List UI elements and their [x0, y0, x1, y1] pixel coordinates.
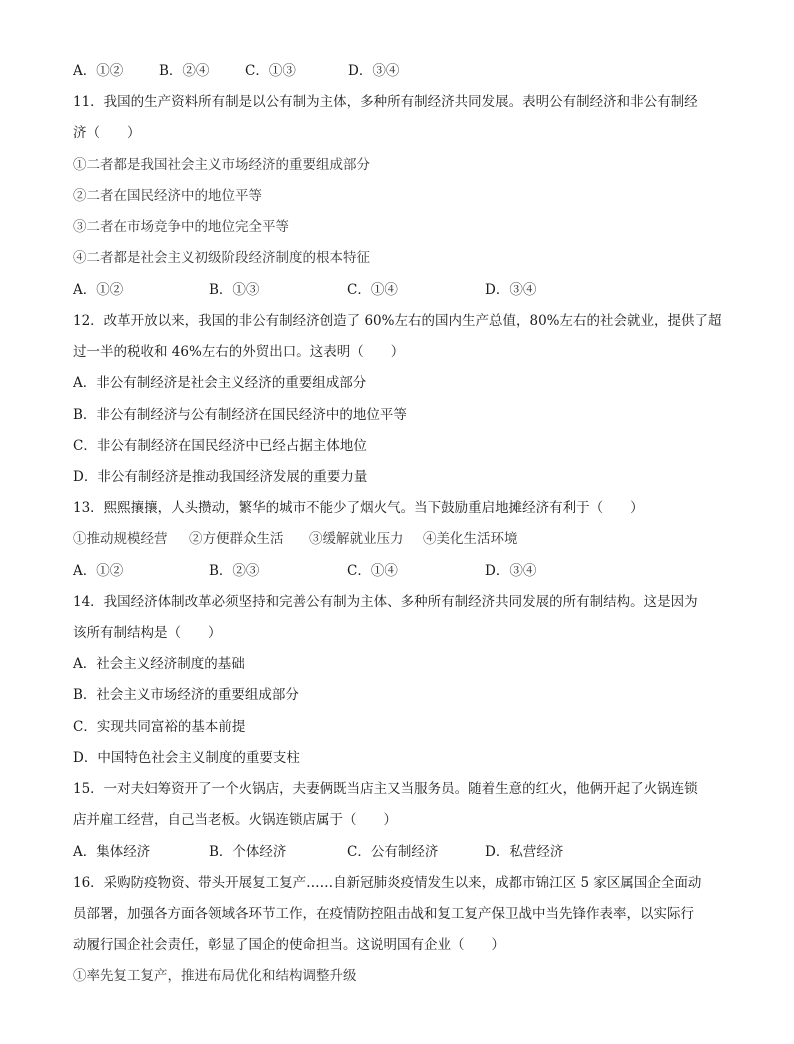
- q16-stem-line-1: 16．采购防疫物资、带头开展复工复产……自新冠肺炎疫情发生以来，成都市锦江区 5 家区属国企全面动: [73, 875, 702, 891]
- q15-stem-line-1: 15．一对夫妇筹资开了一个火锅店，夫妻俩既当店主又当服务员。随着生意的红火，他俩开起了火锅连锁: [73, 781, 698, 797]
- q12-stem-line-2: 过一半的税收和 46%左右的外贸出口。这表明（ ）: [73, 344, 405, 360]
- q11-option-c: C．①④: [347, 282, 398, 298]
- q11-item-1: ①二者都是我国社会主义市场经济的重要组成部分: [73, 157, 370, 173]
- q15-option-a: A．集体经济: [73, 844, 151, 860]
- q11-option-a: A．①②: [73, 282, 124, 298]
- q10-option-b: B．②④: [159, 63, 210, 79]
- q11-stem-line-1: 11．我国的生产资料所有制是以公有制为主体，多种所有制经济共同发展。表明公有制经济和非公有制经: [73, 94, 698, 110]
- q14-stem-line-2: 该所有制结构是（ ）: [73, 625, 222, 641]
- q11-option-b: B．①③: [209, 282, 260, 298]
- q13-option-a: A．①②: [73, 563, 124, 579]
- q11-item-2: ②二者在国民经济中的地位平等: [73, 188, 262, 204]
- q13-option-d: D．③④: [485, 563, 537, 579]
- q15-stem-line-2: 店并雇工经营，自己当老板。火锅连锁店属于（ ）: [73, 812, 397, 828]
- q14-choice-b: B．社会主义市场经济的重要组成部分: [73, 687, 299, 703]
- q11-stem-line-2: 济（ ）: [73, 125, 141, 141]
- q14-stem-line-1: 14．我国经济体制改革必须坚持和完善公有制为主体、多种所有制经济共同发展的所有制结构。这是因为: [73, 594, 698, 610]
- q13-option-b: B．②③: [209, 563, 260, 579]
- q16-stem-line-3: 动履行国企社会责任，彰显了国企的使命担当。这说明国有企业（ ）: [73, 937, 505, 953]
- q13-options: [73, 562, 723, 580]
- q12-choice-b: B．非公有制经济与公有制经济在国民经济中的地位平等: [73, 407, 407, 423]
- q10-option-c: C．①③: [245, 63, 296, 79]
- q12-stem-line-1: 12．改革开放以来，我国的非公有制经济创造了 60%左右的国内生产总值，80%左右的社会就业，提供了超: [73, 313, 722, 329]
- q15-options: [73, 843, 723, 861]
- q14-choice-d: D．中国特色社会主义制度的重要支柱: [73, 750, 300, 766]
- q10-option-d: D．③④: [348, 63, 400, 79]
- q15-option-c: C．公有制经济: [347, 844, 439, 860]
- q14-choice-a: A．社会主义经济制度的基础: [73, 656, 245, 672]
- q11-option-d: D．③④: [485, 282, 537, 298]
- q15-option-b: B．个体经济: [209, 844, 287, 860]
- q12-choice-c: C．非公有制经济在国民经济中已经占据主体地位: [73, 438, 367, 454]
- q10-options: [73, 62, 723, 80]
- q13-item-2: ②方便群众生活: [189, 531, 284, 547]
- q13-stem-line-1: 13．熙熙攘攘，人头攒动，繁华的城市不能少了烟火气。当下鼓励重启地摊经济有利于（ ）: [73, 500, 644, 516]
- q11-options: [73, 281, 723, 299]
- q13-items: [73, 530, 723, 548]
- q13-item-4: ④美化生活环境: [423, 531, 518, 547]
- q13-item-1: ①推动规模经营: [73, 531, 168, 547]
- q12-choice-d: D．非公有制经济是推动我国经济发展的重要力量: [73, 469, 368, 485]
- q12-choice-a: A．非公有制经济是社会主义经济的重要组成部分: [73, 375, 367, 391]
- q13-option-c: C．①④: [347, 563, 398, 579]
- q14-choice-c: C．实现共同富裕的基本前提: [73, 719, 246, 735]
- q16-stem-line-2: 员部署，加强各方面各领域各环节工作，在疫情防控阻击战和复工复产保卫战中当先锋作表率，以实际行: [73, 906, 694, 922]
- q16-item-1: ①率先复工复产，推进布局优化和结构调整升级: [73, 968, 357, 984]
- q11-item-4: ④二者都是社会主义初级阶段经济制度的根本特征: [73, 250, 370, 266]
- q11-item-3: ③二者在市场竞争中的地位完全平等: [73, 219, 289, 235]
- q15-option-d: D．私营经济: [485, 844, 564, 860]
- q13-item-3: ③缓解就业压力: [309, 531, 404, 547]
- q10-option-a: A．①②: [73, 63, 124, 79]
